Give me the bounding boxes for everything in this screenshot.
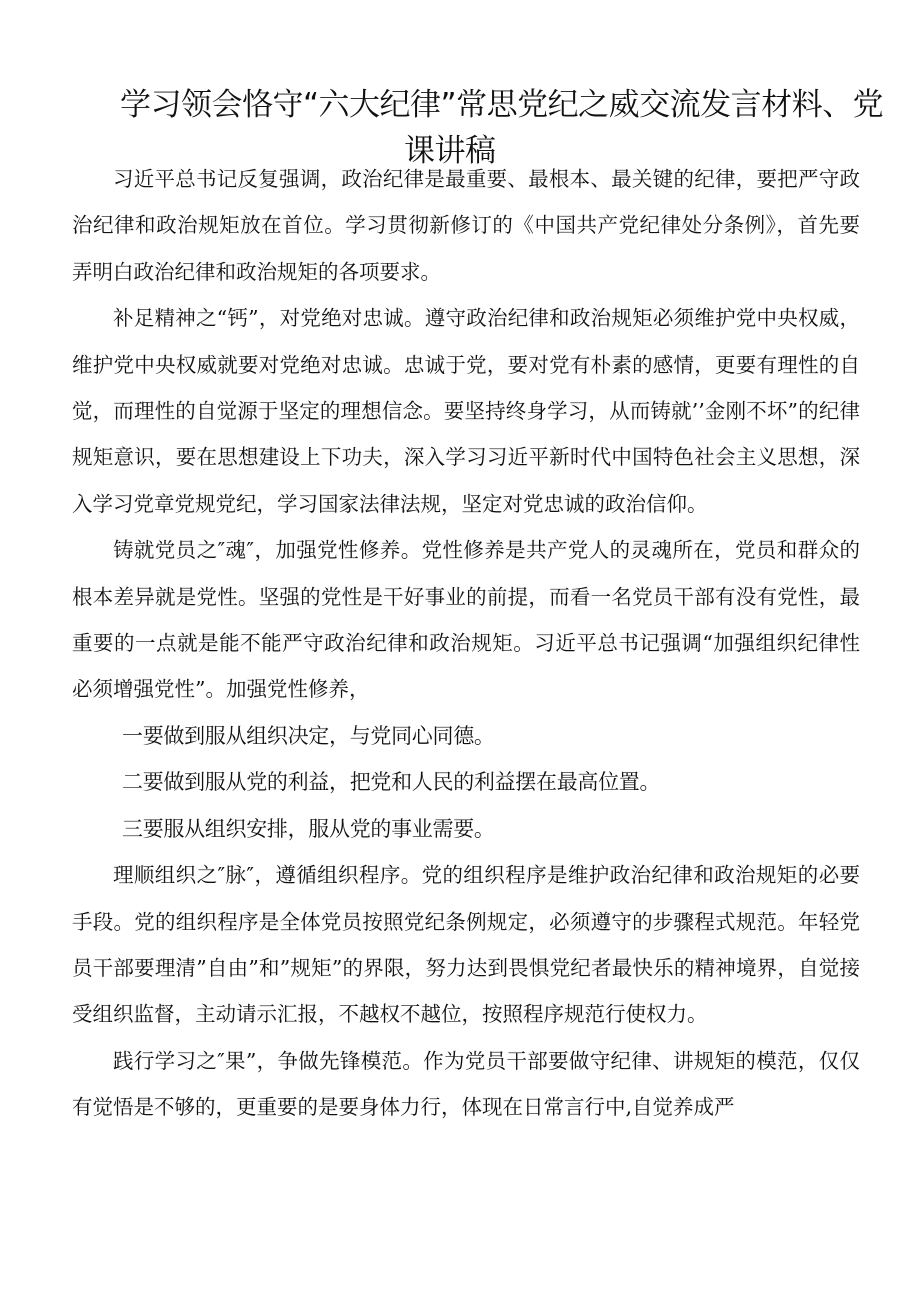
emphasis-line-1: 一要做到服从组织决定，与党同心同德。 (122, 723, 495, 748)
emphasis-line-2: 二要做到服从党的利益，把党和人民的利益摆在最高位置。 (122, 770, 661, 795)
document-title-line-2: 课讲稿 (404, 133, 496, 169)
document-body (72, 156, 860, 1131)
paragraph-party-spirit: 铸就党员之″魂″，加强党性修养。党性修养是共产党人的灵魂所在，党员和群众的根本差异就是党性。坚强的党性是干好事业的前提，而看一名党员干部有没有党性，最重要的一点就是能不能严守政治纪律和政治规矩。习近平总书记强调“加强组织纪律性必须增强党性”。加强党性修养， (72, 538, 860, 702)
paragraph-loyalty: 补足精神之“钙”，对党绝对忠诚。遵守政治纪律和政治规矩必须维护党中央权威，维护党中央权威就要对党绝对忠诚。忠诚于党，要对党有朴素的感情，更要有理性的自觉，而理性的自觉源于坚定的理想信念。要坚持终身学习，从而铸就’’金刚不坏”的纪律规矩意识，要在思想建设上下功夫，深入学习习近平新时代中国特色社会主义思想，深入学习党章党规党纪，学习国家法律法规，坚定对党忠诚的政治信仰。 (72, 306, 860, 516)
document-title-line-1: 学习领会恪守“六大纪律”常思党纪之威交流发言材料、党 (120, 87, 884, 123)
paragraph-procedure: 理顺组织之″脉″，遵循组织程序。党的组织程序是维护政治纪律和政治规矩的必要手段。党的组织程序是全体党员按照党纪条例规定，必须遵守的步骤程式规范。年轻党员干部要理清”自由”和”规矩”的界限，努力达到畏惧党纪者最快乐的精神境界，自觉接受组织监督，主动请示汇报，不越权不越位，按照程序规范行使权力。 (72, 863, 860, 1027)
paragraph-intro: 习近平总书记反复强调，政治纪律是最重要、最根本、最关键的纪律，要把严守政治纪律和政治规矩放在首位。学习贯彻新修订的《中国共产党纪律处分条例》，首先要弄明白政治纪律和政治规矩的各项要求。 (72, 167, 860, 284)
paragraph-practice: 践行学习之″果”，争做先锋模范。作为党员干部要做守纪律、讲规矩的模范，仅仅有觉悟是不够的，更重要的是要身体力行，体现在日常言行中,自觉养成严 (72, 1048, 860, 1120)
emphasis-line-3: 三要服从组织安排，服从党的事业需要。 (122, 816, 495, 841)
